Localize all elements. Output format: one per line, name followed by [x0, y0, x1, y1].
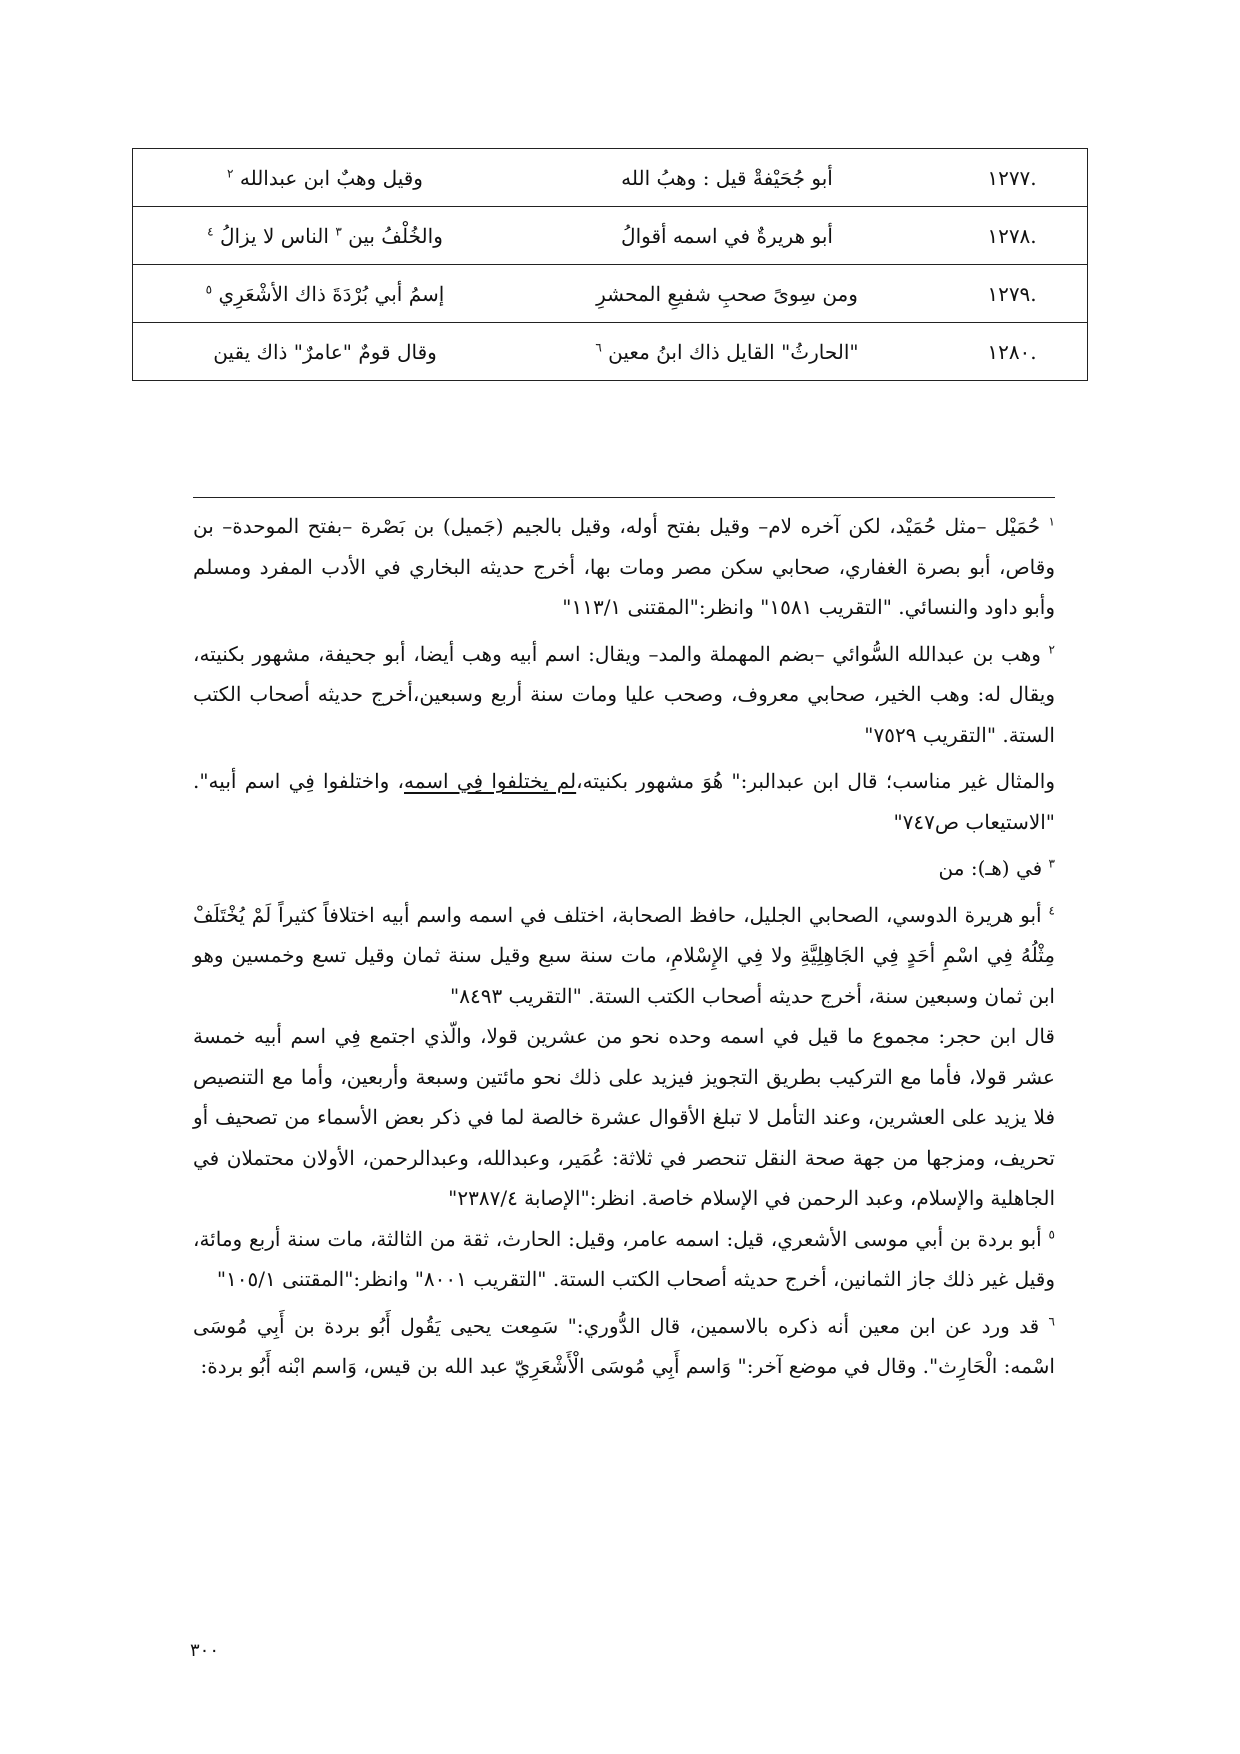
footnote-2-continuation: [193, 761, 1055, 842]
footnote-ref[interactable]: ٥: [205, 281, 213, 296]
footnote-2: [193, 634, 1055, 756]
second-hemistich: [133, 149, 518, 207]
footnote-marker: ٣: [1048, 856, 1055, 871]
footnote-text: في (هـ): من: [938, 856, 1043, 880]
verse-number: .١٢٨٠: [937, 323, 1088, 381]
page-number: ٣٠٠: [190, 1640, 220, 1661]
footnote-text: أبو بردة بن أبي موسى الأشعري، قيل: اسمه عامر، وقيل: الحارث، ثقة من الثالثة، مات سنة أربع ومائة، وقيل غير ذلك جاز الثمانين، أخرج حديثه أصحاب الكتب الستة. "التقريب ٨٠٠١" وانظر:"المقتنى ١٠٥/١": [193, 1226, 1055, 1291]
footnote-6: [193, 1306, 1055, 1387]
footnote-ref[interactable]: ٢: [227, 165, 234, 180]
footnote-text: قال ابن حجر: مجموع ما قيل في اسمه وحده نحو من عشرين قولا، والّذي اجتمع فِي اسم أبيه خمسة عشر قولا، فأما مع التركيب بطريق التجويز فيزيد على ذلك نحو مائتين وسبعة وأربعين، وأما مع التنصيص فلا يزيد على العشرين، وعند التأمل لا تبلغ الأقوال عشرة خالصة لما في ذكر بعض الأسماء من تصحيف أو تحريف، ومزجها من جهة صحة النقل تنحصر في ثلاثة: عُمَير، وعبدالله، وعبدالرحمن، الأولان محتملان في الجاهلية والإسلام، وعبد الرحمن في الإسلام خاصة. انظر:"الإصابة ٢٣٨٧/٤": [193, 1024, 1055, 1210]
footnote-5: [193, 1219, 1055, 1300]
verse-row: [133, 207, 1088, 265]
verse-number: .١٢٧٩: [937, 265, 1088, 323]
verse-row: [133, 149, 1088, 207]
footnote-ref[interactable]: ٤: [207, 223, 214, 238]
footnote-text: حُمَيْل –مثل حُمَيْد، لكن آخره لام– وقيل بفتح أوله، وقيل بالجيم (جَميل) بن بَصْرة –بفتح الموحدة– بن وقاص، أبو بصرة الغفاري، صحابي سكن مصر ومات بها، أخرج حديثه البخاري في الأدب المفرد ومسلم وأبو داود والنسائي. "التقريب ١٥٨١" وانظر:"المقتنى ١١٣/١": [193, 514, 1055, 619]
hemistich-text: ومن سِوىً صحبِ شفيعِ المحشرِ: [596, 281, 858, 306]
hemistich-text: وقال قومٌ "عامرٌ" ذاك يقين: [213, 339, 437, 364]
footnote-4: [193, 895, 1055, 1017]
footnote-ref[interactable]: ٦: [595, 339, 602, 354]
first-hemistich: [517, 265, 937, 323]
footnote-text: ، واختلفوا فِي اسم أبيه". "الاستيعاب ص٧٤٧": [193, 769, 1055, 834]
hemistich-text: الناس لا يزالُ: [219, 223, 329, 248]
underlined-phrase: لم يختلفوا فِي اسمه: [404, 769, 577, 793]
footnotes: [193, 506, 1055, 1387]
verse-table: [132, 148, 1088, 381]
verse-number: .١٢٧٧: [937, 149, 1088, 207]
footnote-marker: ٤: [1048, 902, 1055, 917]
footnote-separator: [193, 497, 1055, 498]
first-hemistich: [517, 207, 937, 265]
footnote-ref[interactable]: ٣: [335, 223, 342, 238]
second-hemistich: [133, 265, 518, 323]
first-hemistich: [517, 149, 937, 207]
first-hemistich: [517, 323, 937, 381]
hemistich-text: أبو جُحَيْفةْ قيل : وهبُ الله: [621, 165, 833, 190]
verse-number: .١٢٧٨: [937, 207, 1088, 265]
footnote-text: وهب بن عبدالله السُّوائي –بضم المهملة والمد– ويقال: اسم أبيه وهب أيضا، أبو جحيفة، مشهور بكنيته، ويقال له: وهب الخير، صحابي معروف، وصحب عليا ومات سنة أربع وسبعين،أخرج حديثه أصحاب الكتب الستة. "التقريب ٧٥٢٩": [193, 641, 1055, 747]
verse-row: [133, 323, 1088, 381]
footnote-marker: ٦: [1048, 1313, 1055, 1328]
footnote-marker: ١: [1048, 514, 1055, 529]
footnote-1: [193, 506, 1055, 628]
second-hemistich: [133, 207, 518, 265]
hemistich-text: وقيل وهبٌ ابن عبدالله: [239, 165, 423, 190]
footnote-text: أبو هريرة الدوسي، الصحابي الجليل، حافظ الصحابة، اختلف في اسمه واسم أبيه اختلافاً كثيراً لَمْ يُخْتَلَفْ مِثْلُهُ فِي اسْمِ أحَدٍ فِي الجَاهِلِيَّةِ ولا فِي الإِسْلامِ، مات سنة سبع وقيل سنة ثمان وقيل تسع وخمسين وهو ابن ثمان وسبعين سنة، أخرج حديثه أصحاب الكتب الستة. "التقريب ٨٤٩٣": [193, 902, 1055, 1008]
second-hemistich: [133, 323, 518, 381]
footnote-marker: ٥: [1048, 1226, 1055, 1241]
footnote-3: [193, 848, 1055, 889]
footnote-text: قد ورد عن ابن معين أنه ذكره بالاسمين، قال الدُّوري:" سَمِعت يحيى يَقُول أَبُو بردة بن أَبِي مُوسَى اسْمه: الْحَارِث". وقال في موضع آخر:" وَاسم أَبِي مُوسَى الْأَشْعَرِيّ عبد الله بن قيس، وَاسم ابْنه أَبُو بردة:: [193, 1313, 1055, 1378]
footnote-marker: ٢: [1048, 641, 1055, 656]
footnote-4-continuation: [193, 1016, 1055, 1219]
hemistich-text: إسمُ أبي بُرْدَةَ ذاك الأشْعَرِي: [218, 281, 445, 306]
hemistich-text: "الحارثُ" القايل ذاك ابنُ معين: [608, 339, 859, 364]
hemistich-text: أبو هريرةٌ في اسمه أقوالُ: [621, 223, 833, 248]
verse-row: [133, 265, 1088, 323]
hemistich-text: والخُلْفُ بين: [348, 223, 443, 248]
footnote-text: والمثال غير مناسب؛ قال ابن عبدالبر:" هُوَ مشهور بكنيته،: [576, 769, 1056, 793]
